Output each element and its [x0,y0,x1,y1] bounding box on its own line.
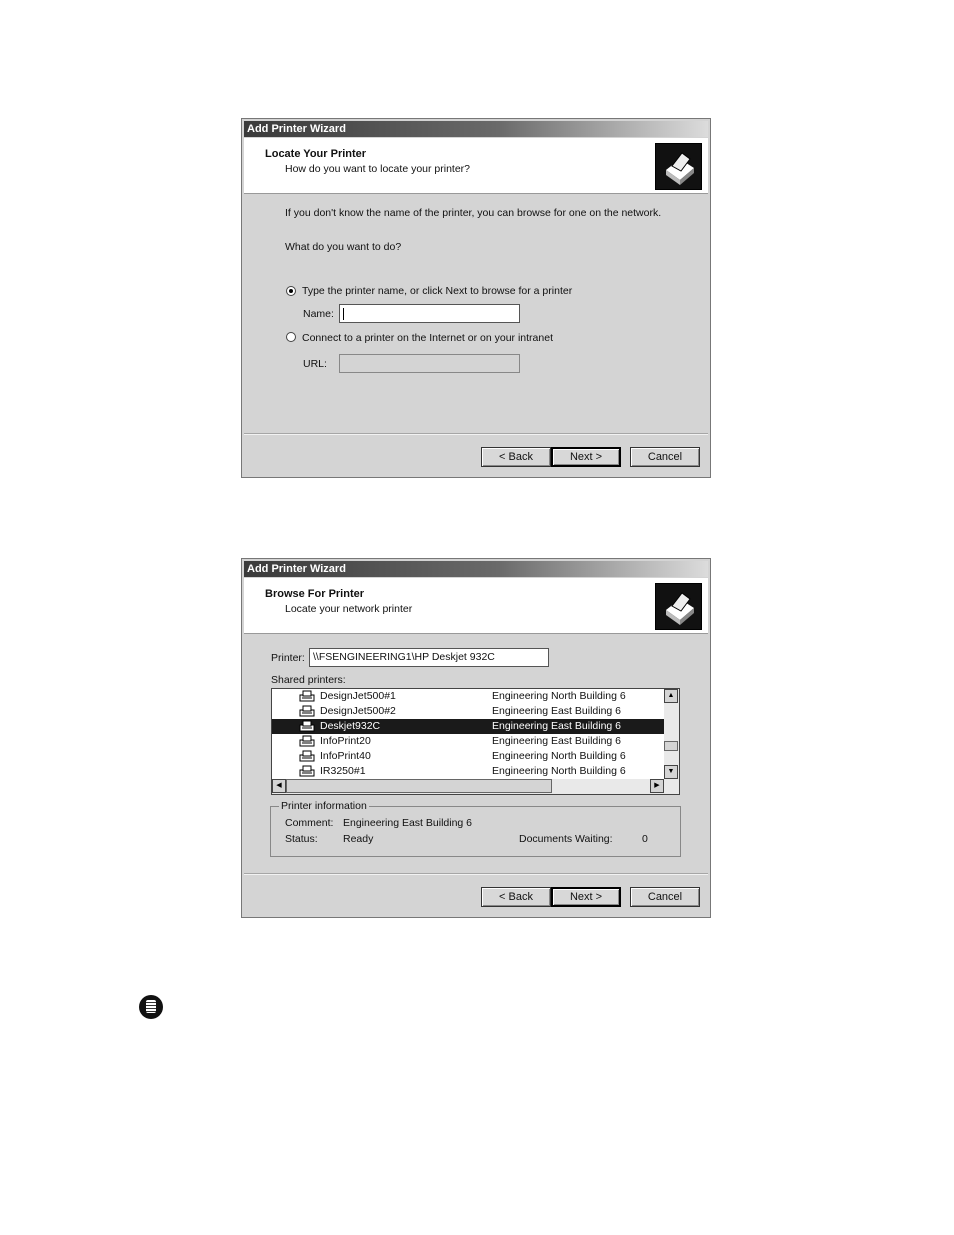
printer-name: InfoPrint40 [320,750,371,762]
name-input[interactable] [339,304,520,323]
printer-icon [299,705,315,718]
back-button[interactable]: < Back [481,887,551,907]
scroll-left-button[interactable]: ◀ [272,779,286,793]
wizard-header [244,578,708,634]
shared-printers-label: Shared printers: [271,674,346,686]
type-name-option-label[interactable]: Type the printer name, or click Next to browse for a printer [302,285,573,297]
printer-icon [299,690,315,703]
scroll-up-button[interactable]: ▲ [664,689,678,703]
locate-printer-dialog [241,118,711,478]
printer-wizard-icon [655,583,702,630]
printer-icon [299,735,315,748]
horizontal-scrollbar[interactable] [272,779,679,794]
list-item[interactable] [272,734,664,749]
printer-location: Engineering North Building 6 [492,690,626,702]
documents-waiting-value: 0 [642,833,648,845]
status-label: Status: [285,833,318,845]
wizard-header [244,138,708,194]
printer-name: IR3250#1 [320,765,366,777]
next-button[interactable]: Next > [551,447,621,467]
comment-label: Comment: [285,817,334,829]
vertical-scroll-thumb[interactable] [664,741,678,751]
printer-location: Engineering East Building 6 [492,705,622,717]
back-button[interactable]: < Back [481,447,551,467]
text-caret [343,308,344,320]
printer-name: DesignJet500#2 [320,705,396,717]
comment-value: Engineering East Building 6 [343,817,473,829]
header-subtitle: Locate your network printer [285,603,413,615]
button-separator [244,433,708,435]
internet-option-label[interactable]: Connect to a printer on the Internet or on your intranet [302,332,553,344]
printer-path-input[interactable]: \\FSENGINEERING1\HP Deskjet 932C [309,648,549,667]
type-name-radio[interactable] [286,286,296,296]
printer-icon [299,720,315,733]
dialog-title-bar: Add Printer Wizard [244,121,708,137]
scroll-down-button[interactable]: ▼ [664,765,678,779]
vertical-scrollbar[interactable] [664,689,679,779]
printer-location: Engineering East Building 6 [492,720,622,732]
printer-label: Printer: [271,652,305,664]
printer-location: Engineering North Building 6 [492,765,626,777]
list-item[interactable] [272,749,664,764]
list-item[interactable] [272,689,664,704]
printer-wizard-icon [655,143,702,190]
list-item[interactable] [272,704,664,719]
printer-location: Engineering East Building 6 [492,735,622,747]
list-item-selected[interactable] [272,719,664,734]
shared-printers-list[interactable] [271,688,680,795]
cancel-button[interactable]: Cancel [630,887,700,907]
next-button[interactable]: Next > [551,887,621,907]
info-text: If you don't know the name of the printer, you can browse for one on the network. [285,207,662,219]
url-input[interactable] [339,354,520,373]
scroll-right-button[interactable]: ▶ [650,779,664,793]
dialog-title-bar: Add Printer Wizard [244,561,708,577]
header-title: Browse For Printer [265,588,365,600]
documents-waiting-label: Documents Waiting: [519,833,613,845]
printer-information-group [270,800,681,857]
printer-name: DesignJet500#1 [320,690,396,702]
list-item[interactable] [272,764,664,779]
header-subtitle: How do you want to locate your printer? [285,163,471,175]
printer-icon [299,750,315,763]
group-title: Printer information [281,800,367,812]
question-text: What do you want to do? [285,241,402,253]
cancel-button[interactable]: Cancel [630,447,700,467]
printer-name: Deskjet932C [320,720,381,732]
internet-radio[interactable] [286,332,296,342]
status-value: Ready [343,833,374,845]
name-label: Name: [303,308,334,320]
horizontal-scroll-thumb[interactable] [286,779,552,793]
note-icon [139,995,163,1019]
browse-printer-dialog [241,558,711,918]
header-title: Locate Your Printer [265,148,367,160]
printer-location: Engineering North Building 6 [492,750,626,762]
url-label: URL: [303,358,327,370]
printer-name: InfoPrint20 [320,735,371,747]
printer-icon [299,765,315,778]
button-separator [244,873,708,875]
